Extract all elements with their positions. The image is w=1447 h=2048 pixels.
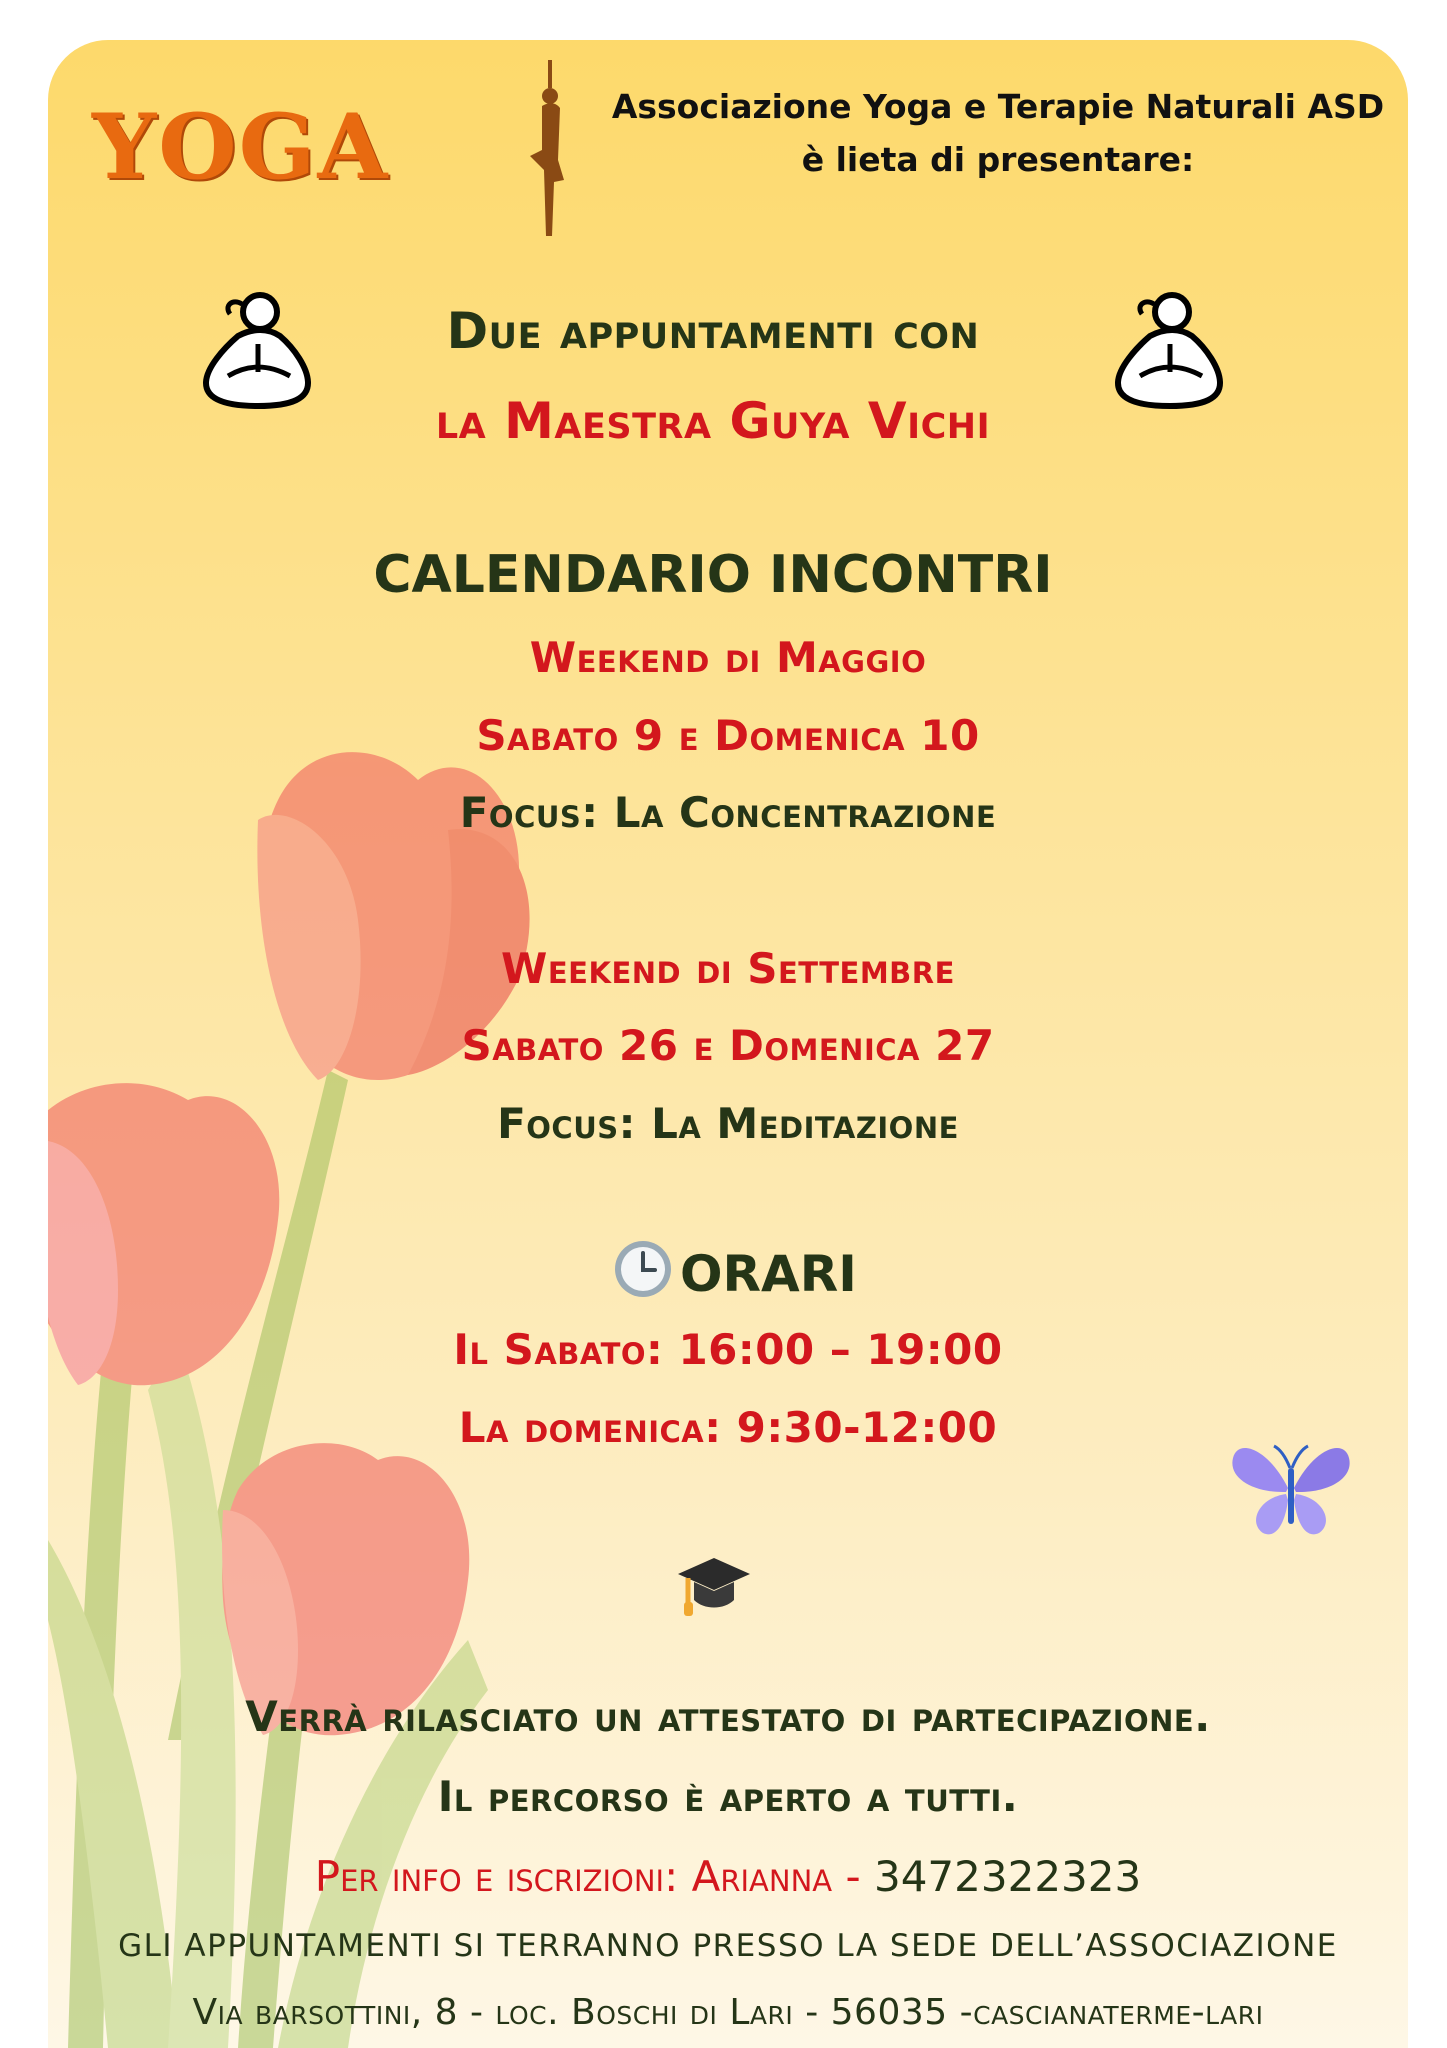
calendar-heading: CALENDARIO INCONTRI: [373, 545, 1053, 605]
butterfly-icon: [1228, 1428, 1358, 1548]
clock-icon: [612, 1238, 674, 1300]
certificate-line: Verrà rilasciato un attestato di partecipazione.: [245, 1692, 1211, 1741]
orari-heading: ORARI: [680, 1245, 857, 1303]
association-header: [568, 80, 1408, 186]
association-name: Associazione Yoga e Terapie Naturali ASD: [611, 87, 1385, 126]
event-2-focus: Focus: La Meditazione: [497, 1099, 959, 1148]
event-2-title: Weekend di Settembre: [501, 944, 955, 993]
sunday-hours: La domenica: 9:30-12:00: [458, 1403, 998, 1452]
info-line: [48, 1852, 1408, 1901]
location-line-2: Via barsottini, 8 - loc. Boschi di Lari - 56035 -cascianaterme-lari: [192, 1992, 1264, 2033]
graduation-cap-icon: [674, 1544, 754, 1624]
event-1-dates: Sabato 9 e Domenica 10: [476, 711, 980, 760]
title-line-1: Due appuntamenti con: [446, 302, 980, 360]
info-label: Per info e iscrizioni: Arianna -: [314, 1852, 861, 1901]
saturday-hours: Il Sabato: 16:00 – 19:00: [453, 1325, 1003, 1374]
presentation-line: è lieta di presentare:: [801, 140, 1195, 179]
yoga-logo: YOGA: [92, 94, 390, 200]
open-to-all-line: Il percorso è aperto a tutti.: [437, 1772, 1019, 1821]
phone-number[interactable]: 3472322323: [873, 1852, 1142, 1901]
title-line-2: la Maestra Guya Vichi: [435, 392, 991, 450]
event-1-title: Weekend di Maggio: [529, 633, 927, 682]
event-2-dates: Sabato 26 e Domenica 27: [461, 1021, 995, 1070]
event-1-focus: Focus: La Concentrazione: [459, 788, 997, 837]
location-line-1: GLI APPUNTAMENTI SI TERRANNO PRESSO LA SEDE DELL’ASSOCIAZIONE: [118, 1928, 1338, 1964]
poster: [48, 40, 1408, 2048]
